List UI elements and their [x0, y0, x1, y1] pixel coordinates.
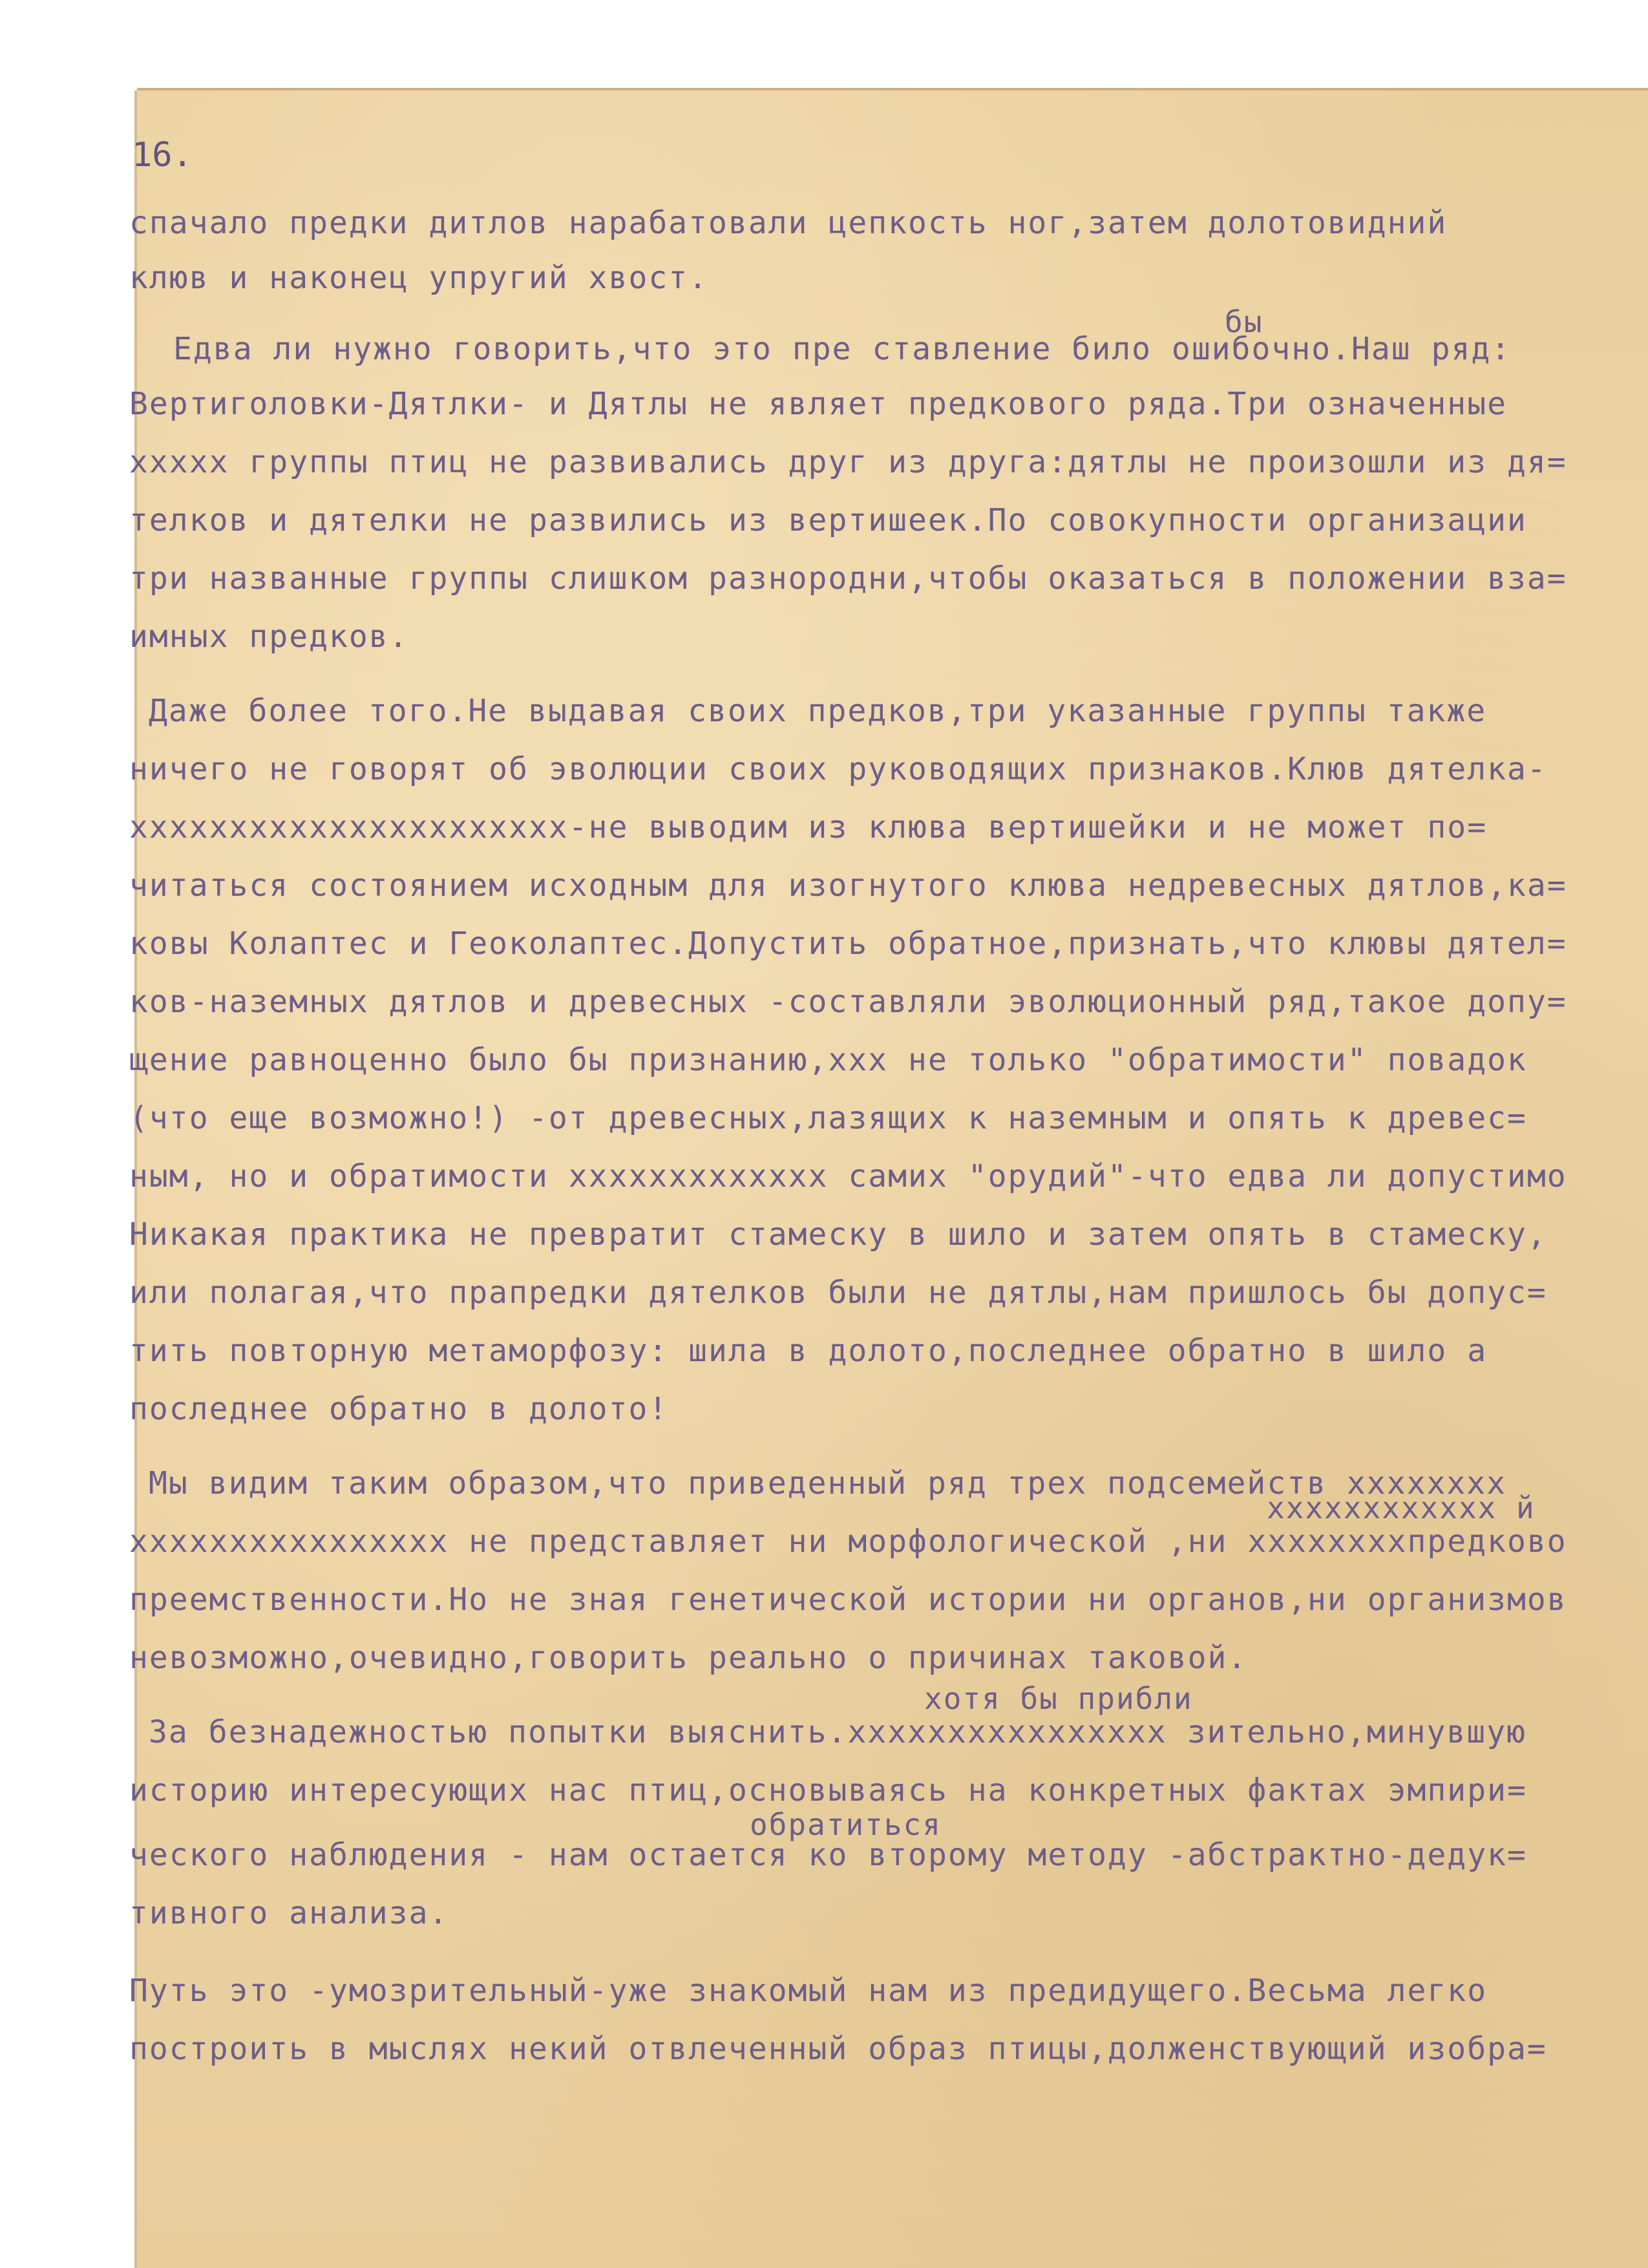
text-line: невозможно,очевидно,говорить реально о причинах таковой.	[129, 1640, 1248, 1676]
text-line: хххххххххххххххх не представляет ни морфологической ,ни ххххххххпредково	[129, 1523, 1567, 1560]
text-line: Путь это -умозрительный-уже знакомый нам из предидущего.Весьма легко	[129, 1973, 1488, 2009]
text-line: историю интересующих нас птиц,основываясь на конкретных фактах эмпири=	[129, 1772, 1527, 1808]
text-line: ххххх группы птиц не развивались друг из друга:дятлы не произошли из дя=	[129, 444, 1567, 480]
text-line: Едва ли нужно говорить,что это пре ставление било ошибочно.Наш ряд:	[173, 331, 1512, 367]
text-line: имных предков.	[129, 619, 409, 655]
text-line: (что еще возможно!) -от древесных,лазящих к наземным и опять к древес=	[129, 1100, 1527, 1136]
text-line: клюв и наконец упругий хвост.	[129, 260, 709, 296]
interlinear-insert: обратиться	[750, 1807, 942, 1842]
text-line: За безнадежностью попытки выяснить.хххххххххххххххх зительно,минувшую	[149, 1714, 1527, 1750]
text-line: построить в мыслях некий отвлеченный образ птицы,долженствующий изобра=	[129, 2031, 1547, 2067]
text-line: Мы видим таким образом,что приведенный ряд трех подсемейств хххххххх	[149, 1465, 1507, 1501]
text-line: хххххххххххххххххххххх-не выводим из клюва вертишейки и не может по=	[129, 809, 1488, 845]
text-line: три названные группы слишком разнородни,чтобы оказаться в положении вза=	[129, 560, 1567, 597]
text-line: или полагая,что прапредки дятелков были не дятлы,нам пришлось бы допус=	[129, 1275, 1547, 1311]
interlinear-insert: хххххххххххх й	[1267, 1490, 1536, 1525]
text-line: тить повторную метаморфозу: шила в долото,последнее обратно в шило а	[129, 1333, 1488, 1369]
text-line: щение равноценно было бы признанию,ххх не только "обратимости" повадок	[129, 1042, 1527, 1078]
page-number: 16.	[132, 136, 193, 175]
text-line: Вертиголовки-Дятлки- и Дятлы не являет предкового ряда.Три означенные	[129, 386, 1507, 422]
text-line: ков-наземных дятлов и древесных -составляли эволюционный ряд,такое допу=	[129, 984, 1567, 1020]
text-line: Никакая практика не превратит стамеску в шило и затем опять в стамеску,	[129, 1216, 1547, 1253]
interlinear-insert: бы	[1225, 304, 1263, 339]
text-line: ческого наблюдения - нам остается ко второму методу -абстрактно-дедук=	[129, 1837, 1527, 1873]
text-line: последнее обратно в долото!	[129, 1391, 669, 1427]
text-line: ным, но и обратимости ххххххххххххх самих "орудий"-что едва ли допустимо	[129, 1158, 1567, 1194]
text-line: ковы Колаптес и Геоколаптес.Допустить обратное,признать,что клювы дятел=	[129, 926, 1567, 962]
text-line: читаться состоянием исходным для изогнутого клюва недревесных дятлов,ка=	[129, 867, 1567, 904]
text-line: телков и дятелки не развились из вертишеек.По совокупности организации	[129, 502, 1527, 538]
text-line: ничего не говорят об эволюции своих руководящих признаков.Клюв дятелка-	[129, 751, 1547, 787]
interlinear-insert: хотя бы прибли	[924, 1681, 1193, 1716]
text-line: Даже более того.Не выдавая своих предков,три указанные группы также	[149, 693, 1487, 729]
text-line: спачало предки дитлов нарабатовали цепкость ног,затем долотовидний	[129, 205, 1448, 241]
text-line: тивного анализа.	[129, 1895, 449, 1931]
text-line: преемственности.Но не зная генетической истории ни органов,ни организмов	[129, 1582, 1567, 1618]
